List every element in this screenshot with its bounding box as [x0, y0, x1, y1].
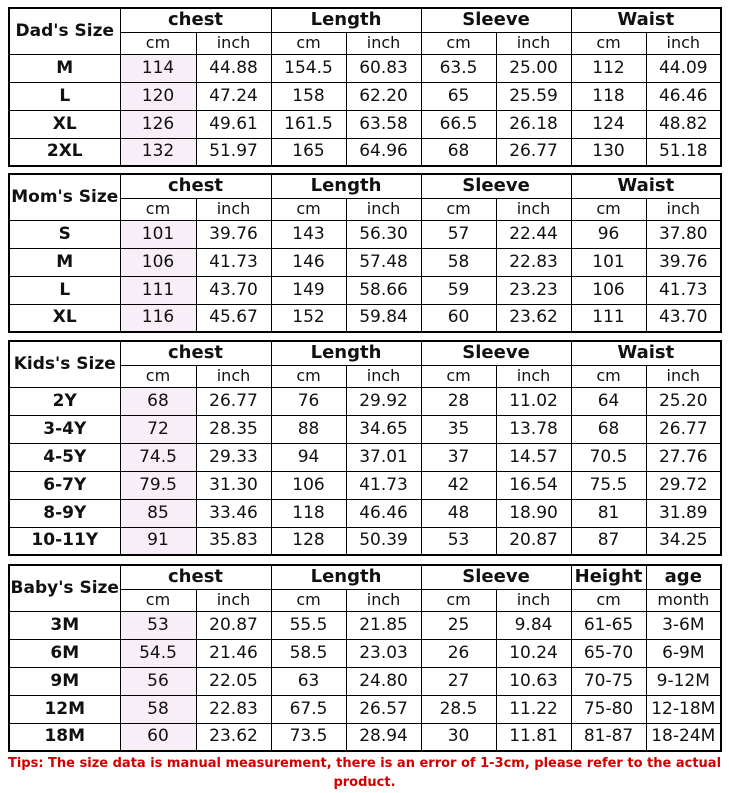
value-cell: 152	[271, 304, 346, 332]
size-label: M	[9, 54, 120, 82]
kids-size-table	[8, 340, 722, 556]
value-cell: 81	[571, 499, 646, 527]
table-row	[9, 248, 721, 276]
value-cell: 74.5	[120, 443, 196, 471]
value-cell: 154.5	[271, 54, 346, 82]
value-cell: 28	[421, 387, 496, 415]
value-cell: 26	[421, 639, 496, 667]
value-cell: 61-65	[571, 611, 646, 639]
value-cell: 149	[271, 276, 346, 304]
header-length: Length	[271, 174, 421, 198]
value-cell: 62.20	[346, 82, 421, 110]
unit-label: inch	[196, 589, 271, 611]
value-cell: 39.76	[196, 220, 271, 248]
unit-label: cm	[421, 198, 496, 220]
unit-label: inch	[196, 365, 271, 387]
unit-label: inch	[646, 32, 721, 54]
value-cell: 46.46	[346, 499, 421, 527]
unit-label: cm	[271, 198, 346, 220]
table-row	[9, 276, 721, 304]
value-cell: 6-9M	[646, 639, 721, 667]
table-row	[9, 220, 721, 248]
value-cell: 57	[421, 220, 496, 248]
value-cell: 23.62	[196, 723, 271, 751]
value-cell: 53	[120, 611, 196, 639]
value-cell: 112	[571, 54, 646, 82]
value-cell: 10.63	[496, 667, 571, 695]
table-row	[9, 304, 721, 332]
value-cell: 65	[421, 82, 496, 110]
value-cell: 31.30	[196, 471, 271, 499]
mom-size-table	[8, 173, 722, 333]
value-cell: 65-70	[571, 639, 646, 667]
value-cell: 58	[120, 695, 196, 723]
unit-label: cm	[571, 198, 646, 220]
value-cell: 81-87	[571, 723, 646, 751]
value-cell: 54.5	[120, 639, 196, 667]
header-chest: chest	[120, 341, 271, 365]
value-cell: 68	[421, 138, 496, 166]
value-cell: 29.92	[346, 387, 421, 415]
value-cell: 165	[271, 138, 346, 166]
value-cell: 26.77	[196, 387, 271, 415]
value-cell: 59.84	[346, 304, 421, 332]
value-cell: 26.57	[346, 695, 421, 723]
unit-label: inch	[496, 365, 571, 387]
header-length: Length	[271, 565, 421, 589]
value-cell: 28.94	[346, 723, 421, 751]
value-cell: 33.46	[196, 499, 271, 527]
value-cell: 48.82	[646, 110, 721, 138]
table-row	[9, 723, 721, 751]
table-row	[9, 499, 721, 527]
baby-size-table	[8, 564, 722, 752]
size-label: XL	[9, 110, 120, 138]
table-row	[9, 443, 721, 471]
size-label: 4-5Y	[9, 443, 120, 471]
value-cell: 91	[120, 527, 196, 555]
value-cell: 3-6M	[646, 611, 721, 639]
value-cell: 106	[271, 471, 346, 499]
value-cell: 37.80	[646, 220, 721, 248]
header-chest: chest	[120, 8, 271, 32]
value-cell: 23.62	[496, 304, 571, 332]
header-height: Height	[571, 565, 646, 589]
value-cell: 26.18	[496, 110, 571, 138]
value-cell: 41.73	[346, 471, 421, 499]
value-cell: 126	[120, 110, 196, 138]
value-cell: 37	[421, 443, 496, 471]
value-cell: 25	[421, 611, 496, 639]
value-cell: 57.48	[346, 248, 421, 276]
value-cell: 96	[571, 220, 646, 248]
tips-note: Tips: The size data is manual measurement, there is an error of 1-3cm, please refer to the actual product.	[7, 756, 722, 790]
value-cell: 9-12M	[646, 667, 721, 695]
value-cell: 60	[421, 304, 496, 332]
value-cell: 158	[271, 82, 346, 110]
table-row	[9, 387, 721, 415]
value-cell: 22.83	[496, 248, 571, 276]
value-cell: 49.61	[196, 110, 271, 138]
value-cell: 43.70	[196, 276, 271, 304]
size-label: 6-7Y	[9, 471, 120, 499]
value-cell: 75.5	[571, 471, 646, 499]
value-cell: 23.23	[496, 276, 571, 304]
value-cell: 56.30	[346, 220, 421, 248]
table-row	[9, 611, 721, 639]
header-age: age	[646, 565, 721, 589]
header-chest: chest	[120, 565, 271, 589]
unit-label: inch	[196, 198, 271, 220]
size-label: S	[9, 220, 120, 248]
value-cell: 128	[271, 527, 346, 555]
value-cell: 55.5	[271, 611, 346, 639]
value-cell: 106	[571, 276, 646, 304]
unit-label: cm	[271, 365, 346, 387]
value-cell: 59	[421, 276, 496, 304]
header-waist: Waist	[571, 8, 721, 32]
header-sleeve: Sleeve	[421, 565, 571, 589]
section-title: Kids's Size	[9, 341, 120, 387]
value-cell: 146	[271, 248, 346, 276]
unit-label: inch	[496, 198, 571, 220]
value-cell: 18-24M	[646, 723, 721, 751]
value-cell: 130	[571, 138, 646, 166]
value-cell: 76	[271, 387, 346, 415]
unit-label: inch	[496, 32, 571, 54]
value-cell: 39.76	[646, 248, 721, 276]
table-row	[9, 471, 721, 499]
unit-label: cm	[421, 32, 496, 54]
value-cell: 87	[571, 527, 646, 555]
value-cell: 60.83	[346, 54, 421, 82]
value-cell: 21.46	[196, 639, 271, 667]
unit-label: inch	[646, 365, 721, 387]
unit-label: cm	[271, 32, 346, 54]
value-cell: 26.77	[646, 415, 721, 443]
unit-label: inch	[196, 32, 271, 54]
value-cell: 29.72	[646, 471, 721, 499]
table-row	[9, 110, 721, 138]
value-cell: 64.96	[346, 138, 421, 166]
unit-label: cm	[120, 32, 196, 54]
value-cell: 20.87	[196, 611, 271, 639]
value-cell: 9.84	[496, 611, 571, 639]
value-cell: 46.46	[646, 82, 721, 110]
value-cell: 132	[120, 138, 196, 166]
value-cell: 70-75	[571, 667, 646, 695]
section-title: Mom's Size	[9, 174, 120, 220]
value-cell: 66.5	[421, 110, 496, 138]
unit-label: cm	[421, 589, 496, 611]
unit-label: inch	[346, 589, 421, 611]
value-cell: 118	[571, 82, 646, 110]
size-label: 18M	[9, 723, 120, 751]
value-cell: 23.03	[346, 639, 421, 667]
value-cell: 18.90	[496, 499, 571, 527]
value-cell: 41.73	[646, 276, 721, 304]
value-cell: 22.05	[196, 667, 271, 695]
size-label: M	[9, 248, 120, 276]
header-length: Length	[271, 341, 421, 365]
value-cell: 111	[120, 276, 196, 304]
value-cell: 10.24	[496, 639, 571, 667]
table-row	[9, 667, 721, 695]
value-cell: 27	[421, 667, 496, 695]
table-row	[9, 695, 721, 723]
size-label: 12M	[9, 695, 120, 723]
value-cell: 28.35	[196, 415, 271, 443]
value-cell: 22.83	[196, 695, 271, 723]
value-cell: 94	[271, 443, 346, 471]
value-cell: 63	[271, 667, 346, 695]
table-row	[9, 527, 721, 555]
value-cell: 41.73	[196, 248, 271, 276]
value-cell: 30	[421, 723, 496, 751]
unit-label: cm	[571, 365, 646, 387]
value-cell: 50.39	[346, 527, 421, 555]
value-cell: 73.5	[271, 723, 346, 751]
value-cell: 20.87	[496, 527, 571, 555]
value-cell: 118	[271, 499, 346, 527]
unit-label: cm	[120, 198, 196, 220]
value-cell: 75-80	[571, 695, 646, 723]
value-cell: 67.5	[271, 695, 346, 723]
value-cell: 114	[120, 54, 196, 82]
value-cell: 11.81	[496, 723, 571, 751]
value-cell: 47.24	[196, 82, 271, 110]
value-cell: 63.5	[421, 54, 496, 82]
size-label: 2Y	[9, 387, 120, 415]
unit-label: cm	[120, 589, 196, 611]
section-title: Dad's Size	[9, 8, 120, 54]
value-cell: 11.22	[496, 695, 571, 723]
value-cell: 72	[120, 415, 196, 443]
size-label: 3-4Y	[9, 415, 120, 443]
value-cell: 63.58	[346, 110, 421, 138]
value-cell: 14.57	[496, 443, 571, 471]
value-cell: 101	[120, 220, 196, 248]
value-cell: 70.5	[571, 443, 646, 471]
value-cell: 11.02	[496, 387, 571, 415]
value-cell: 120	[120, 82, 196, 110]
value-cell: 64	[571, 387, 646, 415]
value-cell: 26.77	[496, 138, 571, 166]
value-cell: 29.33	[196, 443, 271, 471]
value-cell: 58.5	[271, 639, 346, 667]
value-cell: 45.67	[196, 304, 271, 332]
value-cell: 58.66	[346, 276, 421, 304]
value-cell: 88	[271, 415, 346, 443]
value-cell: 51.18	[646, 138, 721, 166]
table-row	[9, 54, 721, 82]
value-cell: 116	[120, 304, 196, 332]
size-label: L	[9, 276, 120, 304]
value-cell: 27.76	[646, 443, 721, 471]
unit-label: inch	[346, 365, 421, 387]
value-cell: 31.89	[646, 499, 721, 527]
value-cell: 16.54	[496, 471, 571, 499]
size-label: 3M	[9, 611, 120, 639]
unit-label: inch	[496, 589, 571, 611]
value-cell: 58	[421, 248, 496, 276]
size-label: L	[9, 82, 120, 110]
value-cell: 13.78	[496, 415, 571, 443]
value-cell: 68	[571, 415, 646, 443]
value-cell: 101	[571, 248, 646, 276]
table-row	[9, 82, 721, 110]
table-row	[9, 639, 721, 667]
value-cell: 34.65	[346, 415, 421, 443]
value-cell: 35.83	[196, 527, 271, 555]
header-sleeve: Sleeve	[421, 8, 571, 32]
value-cell: 24.80	[346, 667, 421, 695]
unit-label: cm	[421, 365, 496, 387]
size-label: 6M	[9, 639, 120, 667]
size-label: 8-9Y	[9, 499, 120, 527]
table-row	[9, 415, 721, 443]
unit-label: cm	[571, 32, 646, 54]
value-cell: 44.88	[196, 54, 271, 82]
value-cell: 28.5	[421, 695, 496, 723]
value-cell: 42	[421, 471, 496, 499]
unit-label: inch	[346, 198, 421, 220]
value-cell: 35	[421, 415, 496, 443]
value-cell: 143	[271, 220, 346, 248]
dad-size-table	[8, 7, 722, 167]
value-cell: 22.44	[496, 220, 571, 248]
value-cell: 106	[120, 248, 196, 276]
value-cell: 85	[120, 499, 196, 527]
unit-label: month	[646, 589, 721, 611]
unit-label: inch	[346, 32, 421, 54]
value-cell: 12-18M	[646, 695, 721, 723]
unit-label: cm	[571, 589, 646, 611]
value-cell: 21.85	[346, 611, 421, 639]
header-chest: chest	[120, 174, 271, 198]
header-waist: Waist	[571, 341, 721, 365]
value-cell: 124	[571, 110, 646, 138]
value-cell: 79.5	[120, 471, 196, 499]
header-waist: Waist	[571, 174, 721, 198]
size-label: 10-11Y	[9, 527, 120, 555]
size-label: 9M	[9, 667, 120, 695]
value-cell: 44.09	[646, 54, 721, 82]
size-label: 2XL	[9, 138, 120, 166]
value-cell: 43.70	[646, 304, 721, 332]
value-cell: 34.25	[646, 527, 721, 555]
size-label: XL	[9, 304, 120, 332]
header-length: Length	[271, 8, 421, 32]
header-sleeve: Sleeve	[421, 174, 571, 198]
value-cell: 68	[120, 387, 196, 415]
value-cell: 25.00	[496, 54, 571, 82]
value-cell: 53	[421, 527, 496, 555]
value-cell: 25.59	[496, 82, 571, 110]
value-cell: 56	[120, 667, 196, 695]
unit-label: cm	[120, 365, 196, 387]
unit-label: cm	[271, 589, 346, 611]
value-cell: 111	[571, 304, 646, 332]
unit-label: inch	[646, 198, 721, 220]
value-cell: 25.20	[646, 387, 721, 415]
value-cell: 48	[421, 499, 496, 527]
section-title: Baby's Size	[9, 565, 120, 611]
header-sleeve: Sleeve	[421, 341, 571, 365]
value-cell: 161.5	[271, 110, 346, 138]
value-cell: 37.01	[346, 443, 421, 471]
table-row	[9, 138, 721, 166]
value-cell: 60	[120, 723, 196, 751]
value-cell: 51.97	[196, 138, 271, 166]
